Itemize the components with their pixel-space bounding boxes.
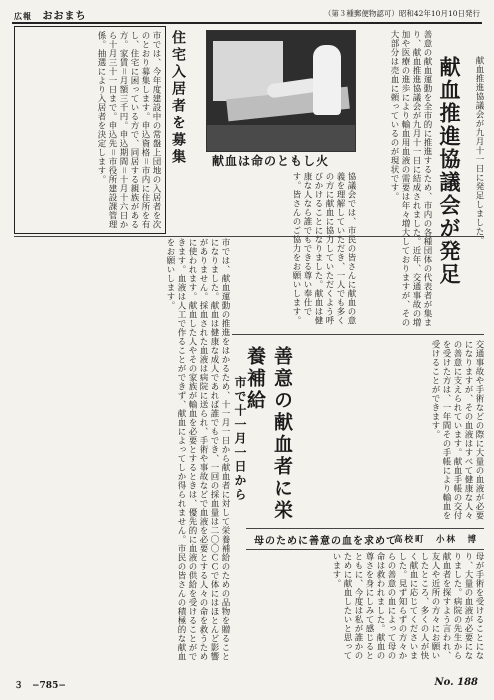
article1-lead-text: 献血推進協議会が九月十一日に発足しました。	[474, 56, 484, 245]
housing-notice-title: 住宅入居者を募集	[170, 30, 186, 166]
article1-continued	[232, 172, 356, 332]
article2-title: 善意の献血者に栄養補給	[244, 346, 293, 522]
page-number: ３ −785−	[14, 681, 66, 691]
essay-body	[246, 552, 484, 668]
essay-body-text: 母が手術を受けることになり、大量の血液が必要になりました。病院の先生から献血者を探すよう言われ、友人や近所の方々にお願いしたところ、多くの人が快く献血に応じてくださいました。見ず知らずの方々からの善意の血によって母の命は救われました。献血の尊さを身にしみて感じるとともに、今度は私が誰かのために献血したいと思っています。	[331, 552, 484, 660]
paper-name: おおまち	[42, 11, 87, 22]
section-divider-2	[232, 334, 484, 335]
main-headline: 献血推進協議会が発足	[437, 56, 462, 286]
blood-donation-photo	[206, 30, 356, 152]
publication-info: （第３種郵便物認可）昭和42年10月10日発行	[323, 9, 480, 18]
photo-floor	[207, 125, 355, 151]
article1-body-text: 善意の献血運動を全市的に推進するため、市内の各種団体の代表者が集まり、献血推進協議会が九月十一日に結成されました。近年、交通事故の増加や医療の進歩により輸血用血液の需要は年々増大しておりますが、その大部分は売血に頼っているのが現状です。	[389, 30, 432, 327]
photo-caption: 献血は命のともし火	[212, 154, 330, 168]
housing-notice-box	[14, 26, 166, 234]
header-rule	[12, 22, 482, 24]
housing-notice-text: 市では、今年度建設中の常盤上団地の入居者を次のとおり募集します。申込資格＝市内に住所を有し、住宅に困っている方で、同居する親族がある方。家賃＝月額三千円。申込期間＝十月十六日から十月三十一日まで。申込先＝市役所建設課管理係。抽選により入居者を決定します。	[96, 31, 161, 229]
essay-header	[246, 528, 484, 550]
article1-lead-column	[466, 56, 484, 328]
article2-heading	[232, 346, 296, 526]
article1-continued-text: 協議会では、市民の皆さんに献血の意義を理解していただき、一人でも多くの方に献血に協力していただくよう呼びかけることになりました。献血は健康な人なら誰でもできる尊い奉仕です。皆さんのご協力をお願いします。	[291, 172, 356, 325]
article2-subtitle: 市で十一月一日から	[233, 376, 247, 502]
article2-continued	[300, 340, 484, 526]
paper-masthead	[14, 7, 86, 22]
issue-number: No. 188	[434, 677, 478, 688]
article1-body	[360, 30, 432, 330]
article2-continued-text: 交通事故や手術などの際に大量の血液が必要になりますが、その血液はすべて健康な人々の善意に支えられています。献血手帳の交付を受けた方は、一年間その手帳により輸血を受けることができます。	[430, 340, 484, 520]
essay-byline	[394, 533, 478, 545]
essay-author-area: 高校町	[393, 535, 426, 545]
paper-prefix: 広報	[14, 11, 32, 21]
essay-author: 小林 博	[435, 535, 478, 545]
photo-nurse	[313, 45, 341, 115]
essay-title: 母のために善意の血を求めて	[254, 536, 397, 547]
article2-body-text: 市では、献血運動の推進をはかるため、十一月一日から献血者に対して栄養補給のための品物を贈ることになりました。献血は健康な成人であれば誰でもでき、一回の採血量は二〇〇ＣＣで体にはほとんど影響がありません。採血された血液は病院に送られ、手術や事故などで血液を必要とする人々の命を救うために使われます。献血した人やその家族が輸血を必要とするときは、優先的に血液の供給を受けることができます。血液は人工で作ることができず、献血によってしか得られません。市民の皆さんの積極的な献血をお願いします。	[165, 238, 230, 661]
article2-body	[14, 238, 230, 664]
section-divider-1	[14, 236, 484, 237]
